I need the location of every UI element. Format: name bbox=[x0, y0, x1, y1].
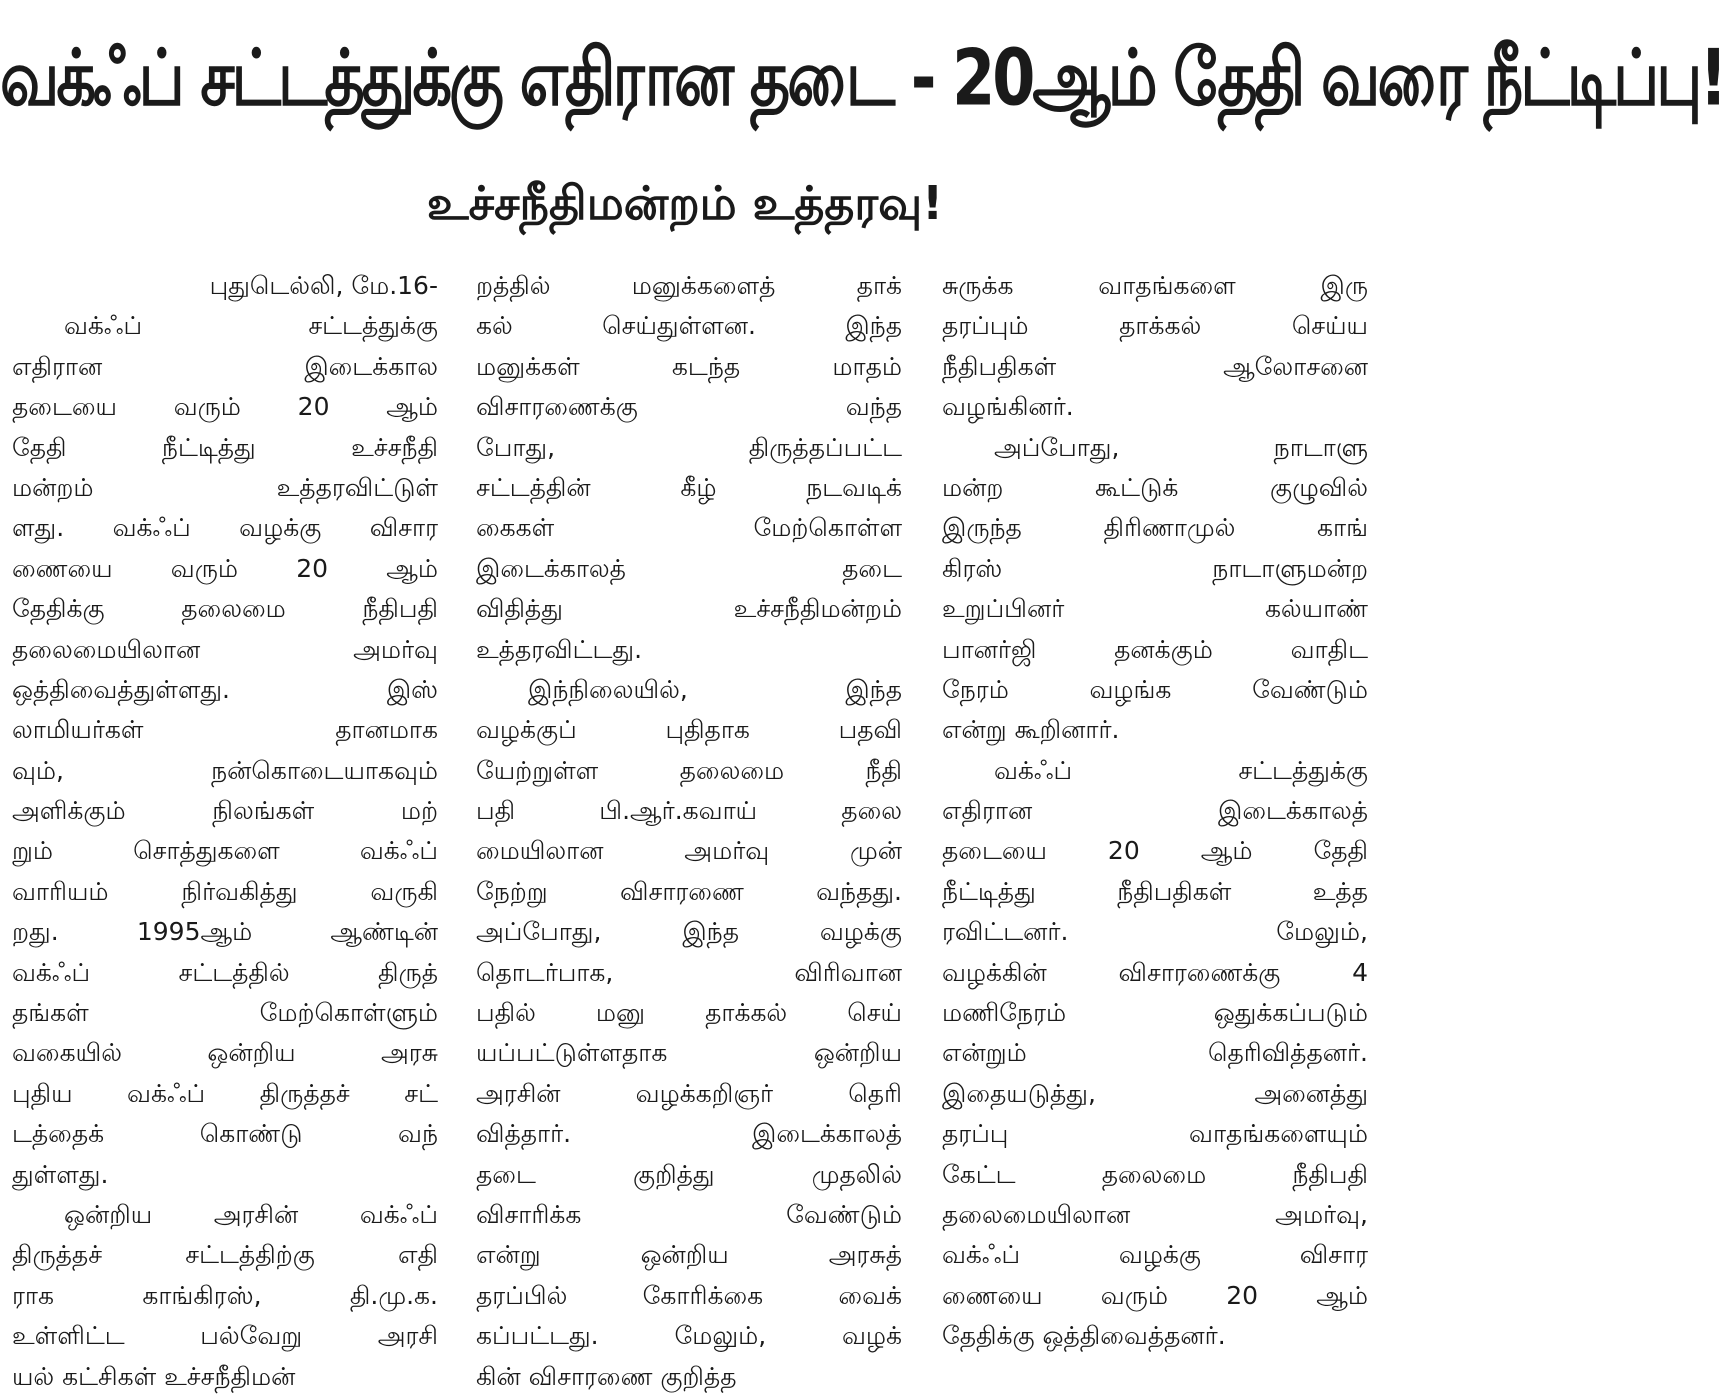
article-text-line: விசாரணைக்கு வந்த bbox=[476, 392, 902, 422]
article-text-line: இடைக்காலத் தடை bbox=[476, 553, 902, 583]
article-text-line: மன்ற கூட்டுக் குழுவில் bbox=[942, 472, 1368, 502]
article-text-line: யேற்றுள்ள தலைமை நீதி bbox=[476, 755, 902, 785]
article-text-line: ராக காங்கிரஸ், தி.மு.க. bbox=[12, 1280, 438, 1310]
article-text-line: டத்தைக் கொண்டு வந் bbox=[12, 1119, 438, 1149]
article-text-line: தலைமையிலான அமர்வு, bbox=[942, 1199, 1368, 1229]
article-text-line: றும் சொத்துகளை வக்ஃப் bbox=[12, 836, 438, 866]
article-text-line: ணையை வரும் 20 ஆம் bbox=[12, 553, 438, 583]
article-text-line: தரப்பும் தாக்கல் செய்ய bbox=[942, 311, 1368, 341]
article-text-line: தடையை வரும் 20 ஆம் bbox=[12, 392, 438, 422]
article-text-line: றத்தில் மனுக்களைத் தாக் bbox=[476, 271, 902, 300]
article-column-2 bbox=[476, 266, 902, 1397]
article-text-line: என்று கூறினார். bbox=[942, 715, 1120, 745]
article-text-line: தரப்பு வாதங்களையும் bbox=[942, 1119, 1368, 1149]
article-text-line: ஒத்திவைத்துள்ளது. இஸ் bbox=[12, 674, 438, 704]
article-text-line: என்று ஒன்றிய அரசுத் bbox=[476, 1240, 902, 1270]
article-text-line: மன்றம் உத்தரவிட்டுள் bbox=[12, 472, 438, 502]
article-text-line: கல் செய்துள்ளன. இந்த bbox=[476, 311, 902, 341]
article-text-line: யப்பட்டுள்ளதாக ஒன்றிய bbox=[476, 1038, 902, 1068]
article-text-line: வும், நன்கொடையாகவும் bbox=[12, 755, 438, 785]
article-text-line: பதி பி.ஆர்.கவாய் தலை bbox=[476, 796, 902, 826]
article-text-line: ணையை வரும் 20 ஆம் bbox=[942, 1280, 1368, 1310]
article-text-line: பானர்ஜி தனக்கும் வாதிட bbox=[942, 634, 1368, 664]
article-text-line: கின் விசாரணை குறித்த bbox=[476, 1361, 737, 1391]
article-text-line: தொடர்பாக, விரிவான bbox=[476, 957, 902, 987]
article-text-line: வகையில் ஒன்றிய அரசு bbox=[12, 1038, 438, 1068]
article-text-line: ரவிட்டனர். மேலும், bbox=[942, 917, 1368, 947]
article-text-line: வழக்கின் விசாரணைக்கு 4 bbox=[942, 957, 1368, 987]
article-text-line: என்றும் தெரிவித்தனர். bbox=[942, 1038, 1368, 1068]
article-text-line: கைகள் மேற்கொள்ள bbox=[476, 513, 902, 543]
article-text-line: நேரம் வழங்க வேண்டும் bbox=[942, 674, 1368, 704]
article-text-line: அளிக்கும் நிலங்கள் மற் bbox=[12, 796, 438, 826]
article-text-line: கேட்ட தலைமை நீதிபதி bbox=[942, 1159, 1368, 1189]
article-text-line: தங்கள் மேற்கொள்ளும் bbox=[12, 998, 438, 1028]
article-text-line: கிரஸ் நாடாளுமன்ற bbox=[942, 553, 1368, 583]
article-text-line: வித்தார். இடைக்காலத் bbox=[476, 1119, 902, 1149]
article-text-line: மனுக்கள் கடந்த மாதம் bbox=[476, 351, 902, 381]
article-text-line: வக்ஃப் சட்டத்துக்கு bbox=[64, 311, 438, 341]
article-text-line: எதிரான இடைக்காலத் bbox=[942, 796, 1368, 826]
article-column-1 bbox=[12, 266, 438, 1397]
article-text-line: புதுடெல்லி, மே.16- bbox=[209, 271, 438, 300]
article-text-line: திருத்தச் சட்டத்திற்கு எதி bbox=[12, 1240, 438, 1270]
article-text-line: சட்டத்தின் கீழ் நடவடிக் bbox=[476, 472, 902, 502]
headline: வக்ஃப் சட்டத்துக்கு எதிரான தடை - 20ஆம் தேதி வரை நீட்டிப்பு! bbox=[0, 31, 1725, 123]
article-text-line: நேற்று விசாரணை வந்தது. bbox=[476, 876, 902, 906]
article-text-line: நீட்டித்து நீதிபதிகள் உத்த bbox=[942, 876, 1368, 906]
subheadline: உச்சநீதிமன்றம் உத்தரவு! bbox=[426, 176, 944, 230]
article-text-line: விதித்து உச்சநீதிமன்றம் bbox=[476, 594, 902, 624]
article-text-line: கப்பட்டது. மேலும், வழக் bbox=[476, 1321, 902, 1351]
article-text-line: பதில் மனு தாக்கல் செய் bbox=[476, 998, 902, 1028]
article-text-line: தேதி நீட்டித்து உச்சநீதி bbox=[12, 432, 438, 462]
article-text-line: வக்ஃப் சட்டத்தில் திருத் bbox=[12, 957, 438, 987]
article-text-line: யல் கட்சிகள் உச்சநீதிமன் bbox=[12, 1361, 296, 1391]
article-text-line: போது, திருத்தப்பட்ட bbox=[476, 432, 902, 462]
article-text-line: எதிரான இடைக்கால bbox=[12, 351, 438, 381]
article-text-line: லாமியர்கள் தானமாக bbox=[12, 715, 438, 745]
article-text-line: இந்நிலையில், இந்த bbox=[528, 674, 902, 704]
article-text-line: தடையை 20 ஆம் தேதி bbox=[942, 836, 1368, 866]
article-text-line: அப்போது, இந்த வழக்கு bbox=[476, 917, 902, 947]
article-column-3 bbox=[942, 266, 1368, 1357]
article-text-line: தலைமையிலான அமர்வு bbox=[12, 634, 438, 664]
article-text-line: மையிலான அமர்வு முன் bbox=[476, 836, 902, 866]
article-text-line: புதிய வக்ஃப் திருத்தச் சட் bbox=[12, 1078, 438, 1108]
article-text-line: தடை குறித்து முதலில் bbox=[476, 1159, 902, 1189]
article-text-line: இருந்த திரிணாமுல் காங் bbox=[942, 513, 1368, 543]
article-text-line: நீதிபதிகள் ஆலோசனை bbox=[942, 351, 1368, 381]
article-text-line: வாரியம் நிர்வகித்து வருகி bbox=[12, 876, 438, 906]
article-text-line: மணிநேரம் ஒதுக்கப்படும் bbox=[942, 998, 1368, 1028]
article-text-line: விசாரிக்க வேண்டும் bbox=[476, 1199, 902, 1229]
article-text-line: வழக்குப் புதிதாக பதவி bbox=[476, 715, 902, 745]
article-text-line: சுருக்க வாதங்களை இரு bbox=[942, 271, 1368, 300]
article-text-line: தேதிக்கு தலைமை நீதிபதி bbox=[12, 594, 438, 624]
article-text-line: தேதிக்கு ஒத்திவைத்தனர். bbox=[942, 1321, 1226, 1351]
article-text-line: ஒன்றிய அரசின் வக்ஃப் bbox=[64, 1199, 438, 1229]
article-text-line: வக்ஃப் சட்டத்துக்கு bbox=[994, 755, 1368, 785]
article-text-line: அரசின் வழக்கறிஞர் தெரி bbox=[476, 1078, 902, 1108]
article-text-line: உறுப்பினர் கல்யாண் bbox=[942, 594, 1368, 624]
article-text-line: அப்போது, நாடாளு bbox=[994, 432, 1368, 462]
article-text-line: உள்ளிட்ட பல்வேறு அரசி bbox=[12, 1321, 438, 1351]
article-text-line: உத்தரவிட்டது. bbox=[476, 634, 643, 664]
article-text-line: வழங்கினர். bbox=[942, 392, 1074, 422]
article-text-line: றது. 1995ஆம் ஆண்டின் bbox=[12, 917, 438, 947]
article-text-line: துள்ளது. bbox=[12, 1159, 109, 1189]
article-text-line: வக்ஃப் வழக்கு விசார bbox=[942, 1240, 1368, 1270]
article-text-line: ளது. வக்ஃப் வழக்கு விசார bbox=[12, 513, 438, 543]
article-text-line: இதையடுத்து, அனைத்து bbox=[942, 1078, 1368, 1108]
article-text-line: தரப்பில் கோரிக்கை வைக் bbox=[476, 1280, 902, 1310]
